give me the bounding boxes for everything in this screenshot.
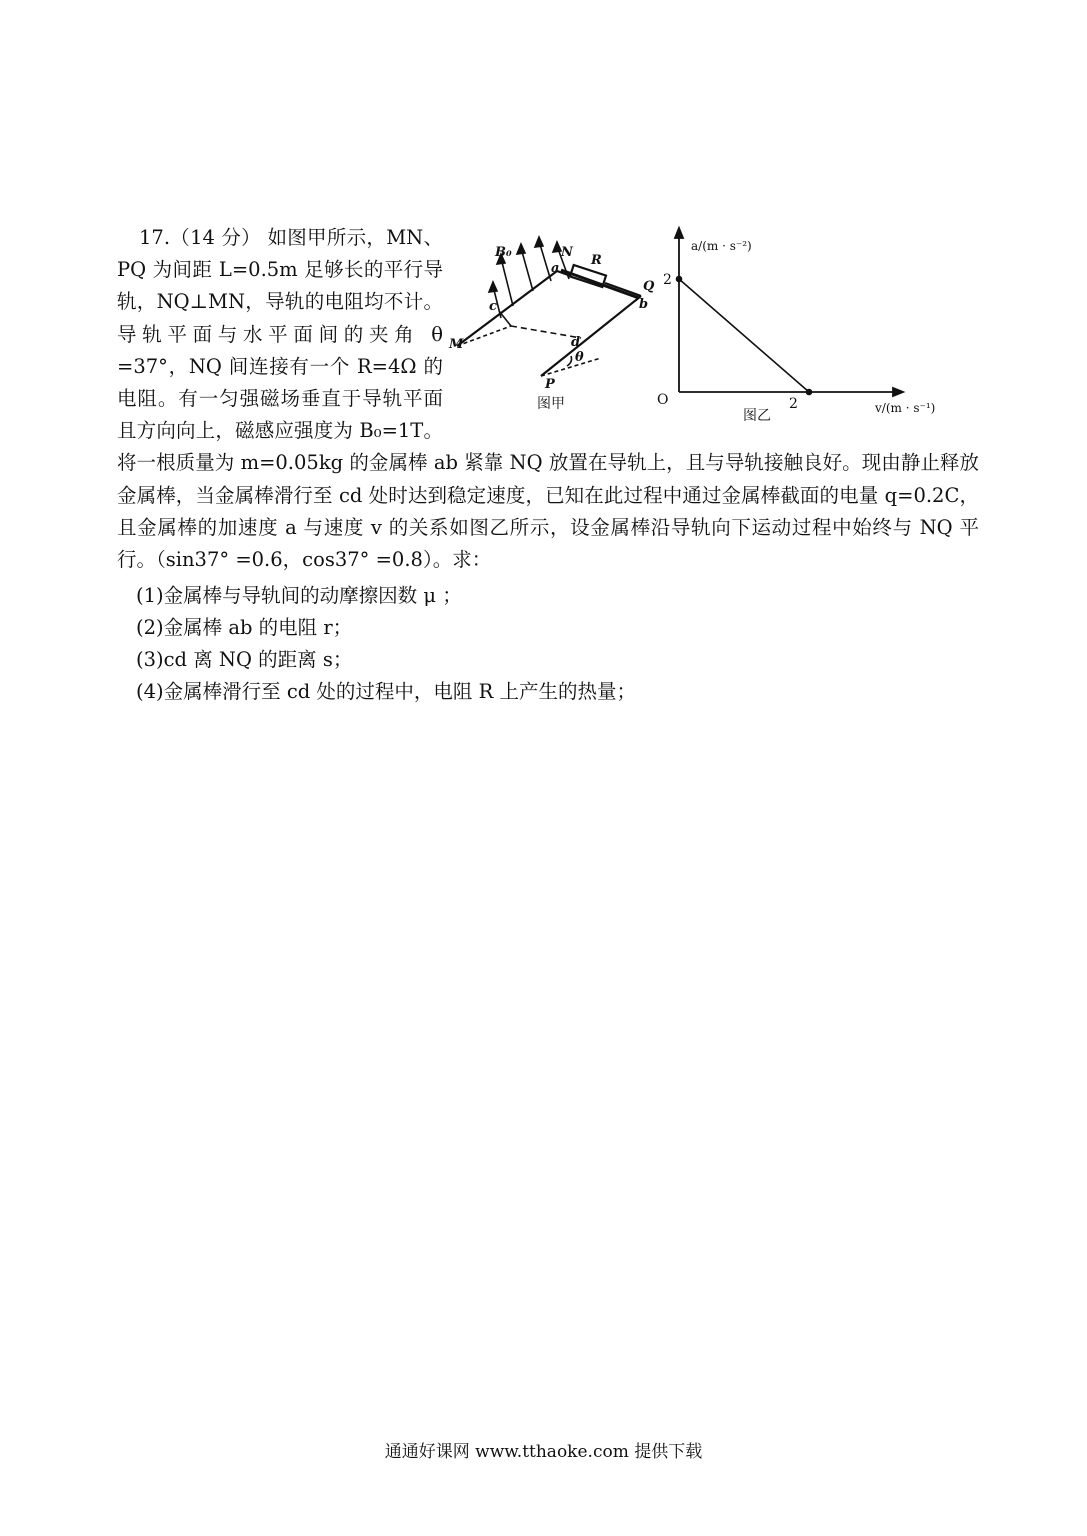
label-n: N xyxy=(561,245,573,260)
problem-number: 17. xyxy=(139,226,171,249)
label-b: b xyxy=(639,297,649,312)
label-p: P xyxy=(545,377,555,392)
problem-body: 如图甲所示，MN、PQ 为间距 L=0.5m 足够长的平行导轨，NQ⊥MN，导轨的电阻均不计。导轨平面与水平面间的夹角 θ =37°，NQ 间连接有一个 R=4Ω 的电阻。有一匀强磁场垂直于导轨平面且方向向上，磁感应强度为 B₀=1T。将一根质量为 m=0.05kg 的金属棒 ab 紧靠 NQ 放置在导轨上，且与导轨接触良好。现由静止释放金属棒，当金属棒滑行至 cd 处时达到稳定速度，已知在此过程中通过金属棒截面的电量 q=0.2C，且金属棒的加速度 a 与速度 v 的关系如图乙所示，设金属棒沿导轨向下运动过程中始终与 NQ 平行。（sin37° =0.6，cos37° =0.8）。求： xyxy=(117,226,979,572)
series-line xyxy=(679,279,809,392)
data-point xyxy=(677,277,682,282)
label-q: Q xyxy=(643,279,655,294)
footer: 通通好课网 www.tthaoke.com 提供下载 xyxy=(384,1442,703,1462)
bar-cd xyxy=(499,311,511,326)
figures xyxy=(451,222,979,434)
x-axis-label: v/(m · s⁻¹) xyxy=(875,401,936,415)
label-a: a xyxy=(551,261,560,276)
y-axis-arrow xyxy=(675,228,683,238)
origin-label: O xyxy=(657,392,669,408)
question-list xyxy=(136,580,976,708)
caption-figure-a: 图甲 xyxy=(537,396,565,412)
wire-q xyxy=(605,283,641,296)
question-1: (1)金属棒与导轨间的动摩擦因数 μ ； xyxy=(136,584,462,607)
label-r: R xyxy=(591,253,602,268)
caption-figure-b: 图乙 xyxy=(743,408,771,424)
problem-17 xyxy=(117,222,979,576)
data-point xyxy=(807,390,812,395)
y-axis-label: a/(m · s⁻²) xyxy=(691,239,752,253)
x-axis-arrow xyxy=(893,388,903,396)
figure-a-diagram xyxy=(449,226,655,416)
label-c: c xyxy=(489,299,497,314)
problem-score: （14 分） xyxy=(170,226,261,249)
figure-b-chart xyxy=(641,222,971,434)
label-b0: B₀ xyxy=(495,245,512,260)
label-d: d xyxy=(571,335,581,350)
question-2: (2)金属棒 ab 的电阻 r； xyxy=(136,616,353,639)
y-tick-label: 2 xyxy=(663,272,672,288)
question-4: (4)金属棒滑行至 cd 处的过程中，电阻 R 上产生的热量； xyxy=(136,680,637,703)
label-m: M xyxy=(449,337,464,352)
question-3: (3)cd 离 NQ 的距离 s； xyxy=(136,648,353,671)
label-theta: θ xyxy=(575,350,584,365)
rail-pq xyxy=(541,296,641,376)
x-tick-label: 2 xyxy=(789,396,798,412)
